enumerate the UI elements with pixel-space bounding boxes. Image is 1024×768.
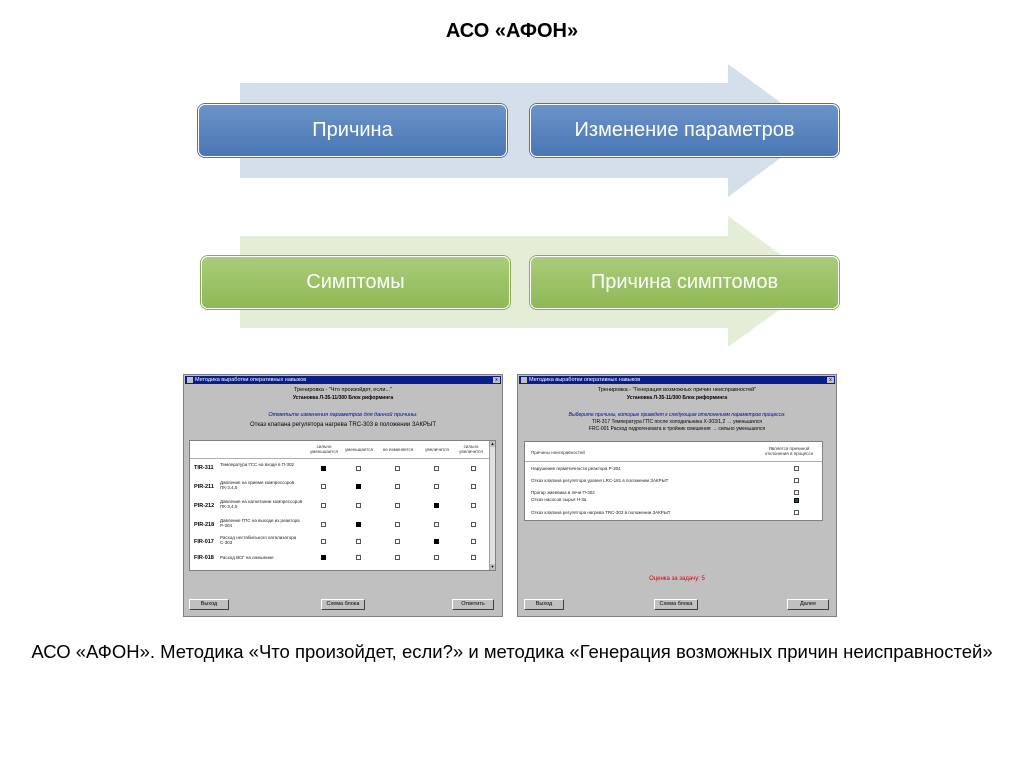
app-icon	[187, 377, 193, 383]
checkbox[interactable]	[321, 522, 326, 527]
scroll-up-icon[interactable]: ▲	[490, 441, 495, 446]
checkbox[interactable]	[321, 503, 326, 508]
col-header: увеличится	[425, 447, 449, 452]
checkbox[interactable]	[434, 484, 439, 489]
instruction-text: Отметьте изменения параметров для данной причины:	[268, 412, 418, 418]
row-desc: Давление на приеме компрессоров ПК-3,4,5	[220, 480, 295, 490]
close-icon[interactable]: x	[493, 377, 500, 383]
cause-item: Отказ клапана регулятора уровня LRC-181 в положении ЗАКРЫТ	[531, 478, 669, 483]
checkbox[interactable]	[434, 503, 439, 508]
checkbox[interactable]	[356, 522, 361, 527]
checkbox[interactable]	[356, 503, 361, 508]
checkbox[interactable]	[794, 490, 799, 495]
row-tag: PIR-218	[194, 522, 215, 528]
checkbox[interactable]	[794, 498, 799, 503]
cause-text: Отказ клапана регулятора нагрева TRC-303 в положении ЗАКРЫТ	[249, 422, 437, 428]
table-row	[190, 534, 490, 550]
exit-button[interactable]: Выход	[189, 599, 229, 610]
process-diagram	[0, 0, 1024, 360]
row-desc: Давление на нагнетании компрессоров ПК-3,4,5	[220, 499, 303, 509]
table-row	[190, 461, 490, 477]
checkbox[interactable]	[321, 555, 326, 560]
causes-list	[524, 441, 823, 521]
row-desc: Температура ГСС на входе в П-302	[220, 462, 294, 467]
window-title: Методика выработки оперативных навыков	[195, 377, 307, 383]
checkbox[interactable]	[321, 539, 326, 544]
slide-caption: АСО «АФОН». Методика «Что произойдет, если?» и методика «Генерация возможных причин неисправностей»	[31, 641, 993, 662]
cause-item: Нарушение герметичности реактора Р-304	[531, 466, 621, 471]
checkbox[interactable]	[471, 522, 476, 527]
checkbox[interactable]	[794, 478, 799, 483]
checkbox[interactable]	[395, 522, 400, 527]
score-text: Оценка за задачу: 5	[649, 576, 705, 582]
deviation-line: TIR-317 Температура ГПС после холодильника Х-303/1,2 → уменьшился	[592, 419, 762, 425]
unit-header: Установка Л-35-11/300 Блок риформинга	[626, 395, 728, 401]
checkbox[interactable]	[356, 484, 361, 489]
checkbox[interactable]	[395, 555, 400, 560]
checkbox[interactable]	[321, 466, 326, 471]
training-header: Тренировка - "Что произойдет, если..."	[294, 387, 392, 393]
scroll-down-icon[interactable]: ▼	[490, 564, 495, 569]
row-tag: PIR-212	[194, 503, 215, 509]
table-row	[190, 479, 490, 495]
checkbox[interactable]	[434, 522, 439, 527]
row-desc: Расход нестабильного катализатора С-303	[220, 535, 297, 545]
cause-label: Причина	[312, 119, 393, 141]
checkbox[interactable]	[434, 555, 439, 560]
scheme-button[interactable]: Схема блока	[654, 599, 698, 610]
checkbox[interactable]	[356, 555, 361, 560]
checkbox[interactable]	[471, 466, 476, 471]
checkbox[interactable]	[395, 539, 400, 544]
col-header: Причины неисправностей	[531, 450, 585, 455]
window-titlebar	[519, 376, 835, 384]
row-tag: TIR-311	[194, 465, 214, 471]
exit-button[interactable]: Выход	[524, 599, 564, 610]
checkbox[interactable]	[395, 503, 400, 508]
symptom-cause-box	[530, 256, 839, 309]
checkbox[interactable]	[434, 539, 439, 544]
checkbox[interactable]	[794, 510, 799, 515]
col-header: не изменяется	[382, 447, 414, 452]
table-row	[190, 517, 490, 533]
parameter-change-box	[530, 104, 839, 157]
checkbox[interactable]	[471, 484, 476, 489]
row-tag: PIR-211	[194, 484, 214, 490]
table-row	[190, 552, 490, 566]
what-if-window	[183, 374, 503, 617]
window-title: Методика выработки оперативных навыков	[529, 377, 641, 383]
symptom-cause-label: Причина симптомов	[590, 271, 779, 293]
checkbox[interactable]	[471, 555, 476, 560]
instruction-text: Выберите причины, которые приведет к следующим отклонениям параметров процесса:	[568, 412, 786, 418]
checkbox[interactable]	[471, 503, 476, 508]
parameter-change-label: Изменение параметров	[574, 119, 795, 141]
scrollbar[interactable]	[489, 441, 495, 570]
unit-header: Установка Л-35-11/300 Блок риформинга	[292, 395, 394, 401]
checkbox[interactable]	[434, 466, 439, 471]
next-button[interactable]: Далее	[787, 599, 829, 610]
checkbox[interactable]	[794, 466, 799, 471]
checkbox[interactable]	[356, 539, 361, 544]
deviation-line: FRC-001 Расход гидрогенизата в тройник смешения → сильно уменьшился	[588, 426, 766, 432]
checkbox[interactable]	[321, 484, 326, 489]
table-row	[190, 498, 490, 514]
close-icon[interactable]: x	[827, 377, 834, 383]
parameters-grid	[189, 440, 496, 571]
symptoms-box	[201, 256, 510, 309]
answer-button[interactable]: Ответить	[452, 599, 494, 610]
col-header: сильно увеличится	[459, 444, 483, 454]
col-header: Является причиной отклонения в процессе	[764, 446, 814, 456]
scheme-button[interactable]: Схема блока	[321, 599, 365, 610]
symptoms-label: Симптомы	[306, 271, 405, 293]
cause-generation-window	[517, 374, 837, 617]
cause-item: Отказ клапана регулятора нагрева TRC-303 в положении ЗАКРЫТ	[531, 510, 671, 515]
cause-item: Прогар змеевика в печи П-302	[531, 490, 595, 495]
checkbox[interactable]	[395, 484, 400, 489]
cause-box	[198, 104, 507, 157]
training-header: Тренировка - "Генерация возможных причин неисправностей"	[597, 387, 757, 393]
row-tag: FIR-018	[194, 555, 214, 561]
row-tag: FIR-017	[194, 539, 214, 545]
window-titlebar	[185, 376, 501, 384]
cause-item: Отказ насосов сырья Н-3а	[531, 497, 587, 502]
checkbox[interactable]	[471, 539, 476, 544]
col-header: сильно уменьшается	[310, 444, 338, 454]
row-desc: Давление ГПС на выходе из реактора Р-304	[220, 518, 300, 528]
checkbox[interactable]	[356, 466, 361, 471]
page-title: АСО «АФОН»	[445, 20, 579, 42]
row-desc: Расход ВСГ на смешение	[220, 555, 274, 560]
checkbox[interactable]	[395, 466, 400, 471]
col-header: уменьшается	[345, 447, 373, 452]
app-icon	[521, 377, 527, 383]
